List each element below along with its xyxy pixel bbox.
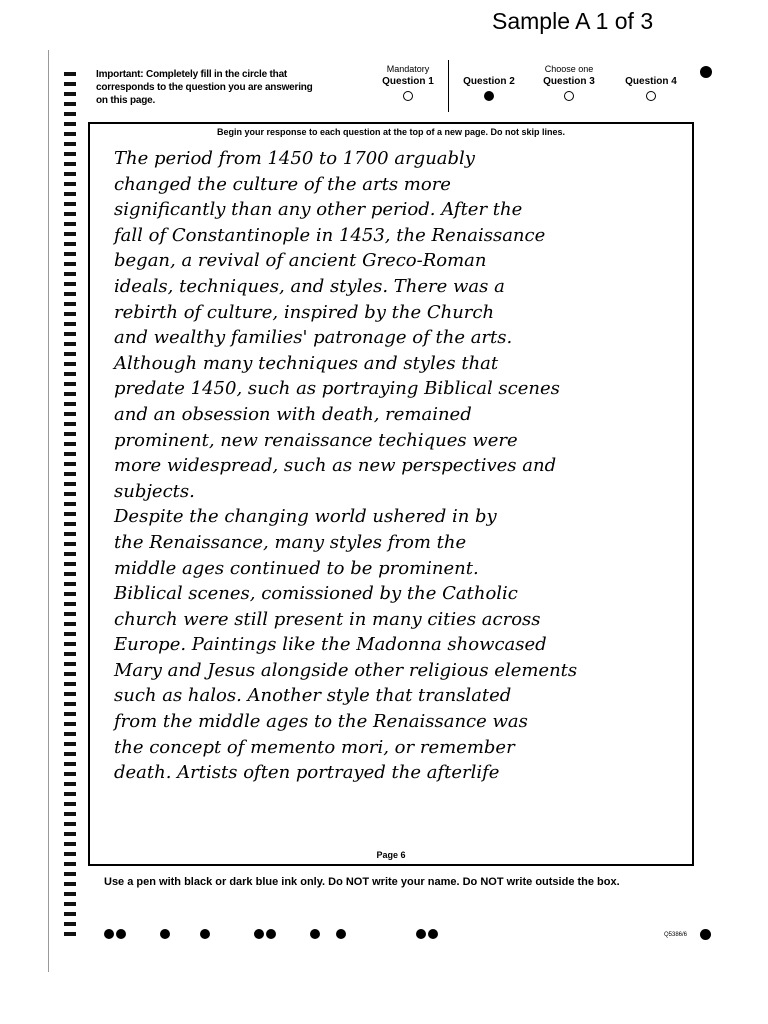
timing-mark <box>64 792 76 796</box>
timing-mark <box>64 662 76 666</box>
question-4-option[interactable] <box>618 64 684 101</box>
timing-mark <box>64 192 76 196</box>
timing-mark <box>64 92 76 96</box>
essay-line: significantly than any other period. After the <box>114 199 523 221</box>
registration-dot <box>428 929 438 939</box>
timing-mark <box>64 802 76 806</box>
timing-mark <box>64 642 76 646</box>
timing-mark <box>64 572 76 576</box>
essay-line: such as halos. Another style that translated <box>114 685 512 707</box>
essay-line: began, a revival of ancient Greco-Roman <box>114 250 487 272</box>
timing-mark <box>64 832 76 836</box>
timing-mark <box>64 742 76 746</box>
response-box <box>88 122 694 866</box>
registration-dot-bottom <box>700 929 711 940</box>
timing-mark <box>64 162 76 166</box>
timing-mark <box>64 482 76 486</box>
timing-mark <box>64 392 76 396</box>
question-2-label: Question 2 <box>463 76 515 87</box>
timing-mark <box>64 922 76 926</box>
timing-mark <box>64 582 76 586</box>
essay-line: predate 1450, such as portraying Biblical scenes <box>114 378 560 400</box>
timing-mark <box>64 512 76 516</box>
important-text: Completely fill in the circle that corresponds to the question you are answering on this page. <box>96 69 313 106</box>
timing-mark <box>64 612 76 616</box>
timing-mark <box>64 312 76 316</box>
question-3-option[interactable] <box>536 64 602 101</box>
timing-marks <box>64 72 76 942</box>
timing-mark <box>64 822 76 826</box>
timing-mark <box>64 222 76 226</box>
timing-mark <box>64 652 76 656</box>
important-label: Important: <box>96 69 144 80</box>
timing-mark <box>64 262 76 266</box>
timing-mark <box>64 622 76 626</box>
registration-dot <box>336 929 346 939</box>
timing-mark <box>64 502 76 506</box>
question-1-label: Question 1 <box>382 76 434 87</box>
group-label-mandatory: Mandatory <box>386 64 430 74</box>
essay-line: rebirth of culture, inspired by the Church <box>114 301 495 323</box>
timing-mark <box>64 552 76 556</box>
form-code: Q5386/6 <box>664 932 688 938</box>
timing-mark <box>64 202 76 206</box>
essay-line: and an obsession with death, remained <box>114 403 472 425</box>
timing-mark <box>64 872 76 876</box>
timing-mark <box>64 212 76 216</box>
essay-line: fall of Constantinople in 1453, the Renaissance <box>114 224 546 246</box>
timing-mark <box>64 472 76 476</box>
timing-mark <box>64 532 76 536</box>
timing-mark <box>64 752 76 756</box>
essay-line: from the middle ages to the Renaissance was <box>114 711 528 733</box>
timing-mark <box>64 172 76 176</box>
registration-dot <box>104 929 114 939</box>
timing-mark <box>64 932 76 936</box>
timing-mark <box>64 782 76 786</box>
registration-dot <box>254 929 264 939</box>
timing-mark <box>64 132 76 136</box>
timing-mark <box>64 702 76 706</box>
handwritten-essay <box>114 146 694 786</box>
timing-mark <box>64 372 76 376</box>
essay-line: Although many techniques and styles that <box>114 352 499 374</box>
essay-line: and wealthy families' patronage of the arts. <box>114 327 513 349</box>
essay-line: death. Artists often portrayed the afterlife <box>114 762 500 784</box>
timing-mark <box>64 632 76 636</box>
essay-line: middle ages continued to be prominent. <box>114 557 479 579</box>
question-3-label: Question 3 <box>543 76 595 87</box>
timing-mark <box>64 762 76 766</box>
timing-mark <box>64 862 76 866</box>
group-label-empty-2 <box>618 64 684 76</box>
timing-mark <box>64 432 76 436</box>
essay-line: more widespread, such as new perspectives and <box>114 455 557 477</box>
timing-mark <box>64 322 76 326</box>
response-instruction: Begin your response to each question at the top of a new page. Do not skip lines. <box>216 127 566 137</box>
timing-mark <box>64 732 76 736</box>
timing-mark <box>64 282 76 286</box>
timing-mark <box>64 692 76 696</box>
timing-mark <box>64 812 76 816</box>
registration-dot <box>310 929 320 939</box>
timing-mark <box>64 422 76 426</box>
registration-dot <box>200 929 210 939</box>
essay-line: subjects. <box>114 480 195 502</box>
timing-mark <box>64 562 76 566</box>
timing-mark <box>64 232 76 236</box>
timing-mark <box>64 912 76 916</box>
timing-mark <box>64 352 76 356</box>
timing-mark <box>64 152 76 156</box>
timing-mark <box>64 272 76 276</box>
footer-instruction: Use a pen with black or dark blue ink only. Do NOT write your name. Do NOT write outside the box. <box>104 876 620 888</box>
timing-mark <box>64 112 76 116</box>
essay-line: Mary and Jesus alongside other religious elements <box>114 659 578 681</box>
timing-mark <box>64 442 76 446</box>
timing-mark <box>64 122 76 126</box>
timing-mark <box>64 382 76 386</box>
registration-dot <box>416 929 426 939</box>
timing-mark <box>64 602 76 606</box>
timing-mark <box>64 342 76 346</box>
timing-mark <box>64 242 76 246</box>
essay-line: the concept of memento mori, or remember <box>114 736 515 758</box>
timing-mark <box>64 182 76 186</box>
timing-mark <box>64 102 76 106</box>
registration-dot <box>266 929 276 939</box>
registration-dot <box>700 66 712 78</box>
essay-line: Despite the changing world ushered in by <box>114 506 497 528</box>
timing-mark <box>64 772 76 776</box>
essay-line: changed the culture of the arts more <box>114 173 451 195</box>
question-4-label: Question 4 <box>625 76 677 87</box>
timing-mark <box>64 292 76 296</box>
question-1-option[interactable] <box>376 64 440 101</box>
essay-line: Europe. Paintings like the Madonna showcased <box>114 634 547 656</box>
important-instructions <box>96 68 326 107</box>
timing-mark <box>64 722 76 726</box>
timing-mark <box>64 452 76 456</box>
timing-mark <box>64 462 76 466</box>
timing-mark <box>64 542 76 546</box>
timing-mark <box>64 142 76 146</box>
essay-line: Biblical scenes, comissioned by the Catholic <box>114 583 518 605</box>
timing-mark <box>64 402 76 406</box>
timing-mark <box>64 902 76 906</box>
sample-label: Sample A 1 of 3 <box>492 8 654 34</box>
timing-mark <box>64 682 76 686</box>
timing-mark <box>64 332 76 336</box>
question-3-bubble[interactable] <box>564 91 574 101</box>
timing-mark <box>64 892 76 896</box>
question-2-bubble[interactable] <box>484 91 494 101</box>
essay-line: prominent, new renaissance techiques were <box>114 429 518 451</box>
timing-mark <box>64 72 76 76</box>
essay-line: the Renaissance, many styles from the <box>114 531 467 553</box>
timing-mark <box>64 882 76 886</box>
question-2-option[interactable] <box>456 64 522 101</box>
question-4-bubble[interactable] <box>646 91 656 101</box>
essay-line: The period from 1450 to 1700 arguably <box>114 148 475 169</box>
registration-dot <box>116 929 126 939</box>
essay-line: church were still present in many cities across <box>114 608 541 630</box>
timing-mark <box>64 412 76 416</box>
timing-mark <box>64 302 76 306</box>
timing-mark <box>64 522 76 526</box>
question-1-bubble[interactable] <box>403 91 413 101</box>
timing-mark <box>64 852 76 856</box>
question-divider <box>448 60 449 112</box>
timing-mark <box>64 712 76 716</box>
registration-dot <box>160 929 170 939</box>
essay-line: ideals, techniques, and styles. There was a <box>114 275 505 297</box>
timing-mark <box>64 492 76 496</box>
group-label-empty <box>456 64 522 76</box>
page-number: Page 6 <box>376 850 406 860</box>
timing-mark <box>64 842 76 846</box>
timing-mark <box>64 82 76 86</box>
timing-mark <box>64 362 76 366</box>
timing-mark <box>64 592 76 596</box>
timing-mark <box>64 252 76 256</box>
group-label-choose-one: Choose one <box>544 64 594 74</box>
timing-mark <box>64 672 76 676</box>
